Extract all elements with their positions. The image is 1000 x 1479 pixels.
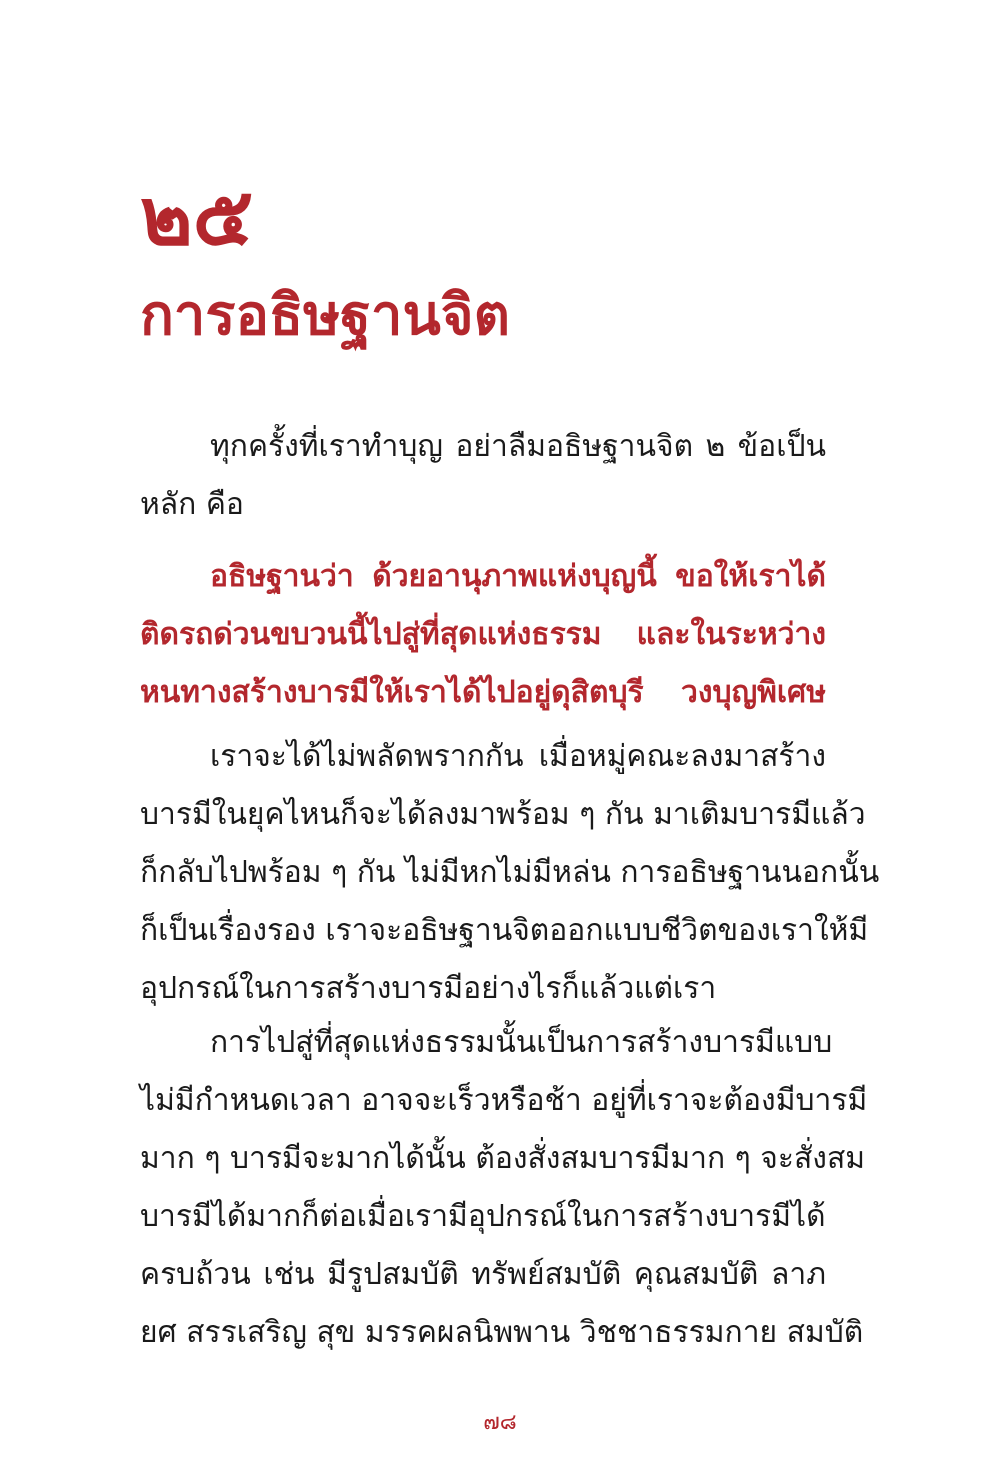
paragraph-second [140,728,880,1018]
text-line: บารมีในยุคไหนก็จะได้ลงมาพร้อม ๆ กัน มาเติมบารมีแล้ว [140,797,866,832]
text-line: บารมีได้มากก็ต่อเมื่อเรามีอุปกรณ์ในการสร้างบารมีได้ [140,1199,826,1234]
chapter-title: การอธิษฐานจิต [140,282,510,348]
text-line: ทุกครั้งที่เราทำบุญ อย่าลืมอธิษฐานจิต ๒ ข้อเป็น [210,429,826,464]
paragraph-highlight [140,548,826,722]
text-line: ก็กลับไปพร้อม ๆ กัน ไม่มีหกไม่มีหล่น การอธิษฐานนอกนั้น [140,855,880,890]
page-number: ๗๘ [483,1410,517,1435]
text-line: ไม่มีกำหนดเวลา อาจจะเร็วหรือช้า อยู่ที่เราจะต้องมีบารมี [140,1083,868,1118]
text-line: การไปสู่ที่สุดแห่งธรรมนั้นเป็นการสร้างบารมีแบบ [210,1025,833,1060]
text-line: ยศ สรรเสริญ สุข มรรคผลนิพพาน วิชชาธรรมกาย สมบัติ [140,1315,864,1350]
text-line: เราจะได้ไม่พลัดพรากกัน เมื่อหมู่คณะลงมาสร้าง [210,739,826,774]
text-line: มาก ๆ บารมีจะมากได้นั้น ต้องสั่งสมบารมีมาก ๆ จะสั่งสม [140,1141,866,1176]
text-line: หลัก คือ [140,487,244,522]
text-line: ติดรถด่วนขบวนนี้ไปสู่ที่สุดแห่งธรรม และในระหว่าง [140,617,826,652]
text-line: ครบถ้วน เช่น มีรูปสมบัติ ทรัพย์สมบัติ คุณสมบัติ ลาภ [140,1257,826,1292]
text-line: หนทางสร้างบารมีให้เราได้ไปอยู่ดุสิตบุรี วงบุญพิเศษ [140,675,826,710]
chapter-number: ๒๕ [140,169,254,263]
paragraph-third [140,1014,868,1362]
text-line: อุปกรณ์ในการสร้างบารมีอย่างไรก็แล้วแต่เรา [140,971,717,1006]
text-line: ก็เป็นเรื่องรอง เราจะอธิษฐานจิตออกแบบชีวิตของเราให้มี [140,913,869,948]
text-line: อธิษฐานว่า ด้วยอานุภาพแห่งบุญนี้ ขอให้เราได้ [210,559,826,594]
paragraph-intro [140,418,826,534]
